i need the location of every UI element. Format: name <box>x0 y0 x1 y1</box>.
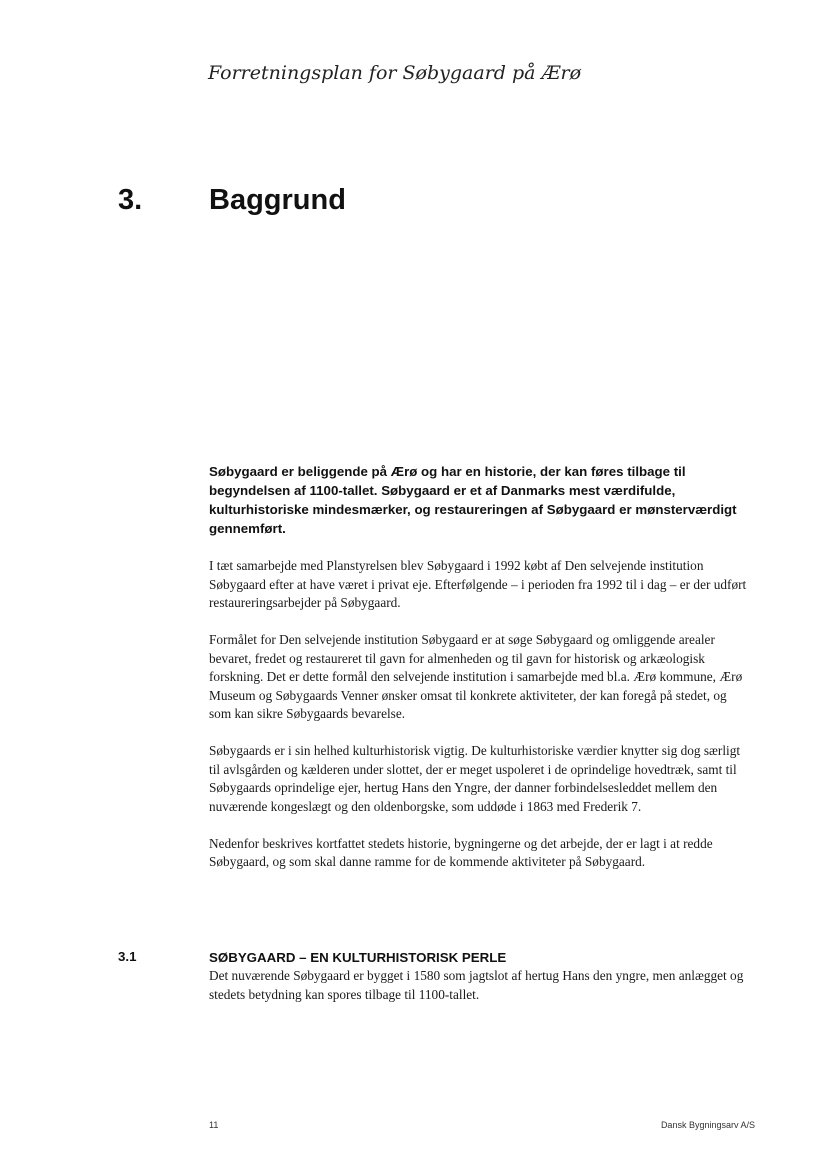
footer-company-name: Dansk Bygningsarv A/S <box>660 1120 755 1130</box>
section-heading: SØBYGAARD – EN KULTURHISTORISK PERLE <box>209 950 507 965</box>
body-paragraph: I tæt samarbejde med Planstyrelsen blev Søbygaard i 1992 købt af Den selvejende institution Søbygaard efter at have været i privat eje. Efterfølgende – i perioden fra 1992 til i dag – er der udført restaureringsarbejder på Søbygaard. <box>209 558 747 610</box>
chapter-number: 3. <box>118 184 143 216</box>
body-paragraph: Formålet for Den selvejende institution Søbygaard er at søge Søbygaard og omliggende arealer bevaret, fredet og restaureret til gavn for almenheden og til gavn for historisk og arkæologisk forskning. Det er dette formål den selvejende institution i samarbejde med bl.a. Ærø kommune, Ærø Museum og Søbygaards Venner ønsker omsat til konkrete aktiviteter, der kan foregå på stedet, og som kan sikre Søbygaards bevarelse. <box>209 632 743 721</box>
body-paragraph: Nedenfor beskrives kortfattet stedets historie, bygningerne og det arbejde, der er lagt i at redde Søbygaard, og som skal danne ramme for de kommende aktiviteter på Søbygaard. <box>209 835 713 869</box>
chapter-body <box>209 462 749 890</box>
section-block <box>209 949 749 1004</box>
section-paragraph: Det nuværende Søbygaard er bygget i 1580 som jagtslot af hertug Hans den yngre, men anlægget og stedets betydning kan spores tilbage til 1100-tallet. <box>209 968 744 1002</box>
chapter-title: Baggrund <box>209 184 346 216</box>
lead-paragraph: Søbygaard er beliggende på Ærø og har en historie, der kan føres tilbage til begyndelsen af 1100-tallet. Søbygaard er et af Danmarks mest værdifulde, kulturhistoriske mindesmærker, og restaureringen af Søbygaard er mønsterværdigt gennemført. <box>209 464 737 536</box>
footer-page-number: 11 <box>209 1120 219 1130</box>
body-paragraph: Søbygaards er i sin helhed kulturhistorisk vigtig. De kulturhistoriske værdier knytter sig dog særligt til avlsgården og kælderen under slottet, der er meget uspoleret i de oprindelige hovedtræk, samt til Søbygaards oprindelige ejer, hertug Hans den Yngre, der danner forbindelsesleddet mellem den nuværende kongeslægt og den oldenborgske, som uddøde i 1863 med Frederik 7. <box>209 743 741 814</box>
document-header-title: Forretningsplan for Søbygaard på Ærø <box>208 62 582 84</box>
section-number: 3.1 <box>118 949 137 964</box>
